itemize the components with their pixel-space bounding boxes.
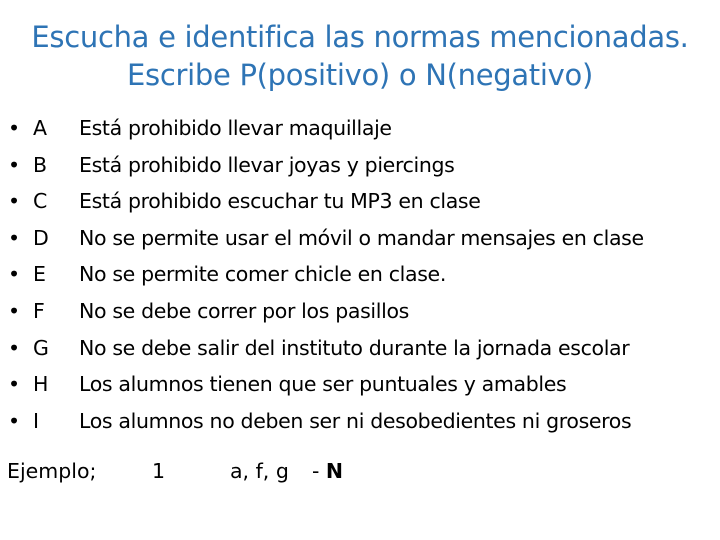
example-label: Ejemplo;	[7, 459, 97, 483]
example-number: 1	[152, 459, 166, 483]
item-letter: I	[33, 408, 40, 433]
title-line-1: Escucha e identifica las normas mencionadas.	[31, 20, 689, 54]
item-letter: E	[33, 262, 46, 287]
bullet-icon: •	[7, 225, 21, 250]
item-letter: H	[33, 372, 49, 397]
rules-list	[0, 110, 720, 439]
bullet-icon: •	[7, 262, 21, 287]
list-item	[0, 330, 720, 367]
list-item	[0, 366, 720, 403]
item-letter: A	[33, 116, 48, 140]
list-item	[0, 403, 720, 440]
item-text: Está prohibido escuchar tu MP3 en clase	[79, 189, 481, 214]
bullet-icon: •	[7, 298, 21, 323]
item-text: No se debe salir del instituto durante la jornada escolar	[79, 335, 630, 360]
item-text: Los alumnos no deben ser ni desobedientes ni groseros	[79, 408, 632, 433]
bullet-icon: •	[7, 335, 21, 360]
example-dash: -	[312, 459, 326, 483]
list-item	[0, 220, 720, 257]
bullet-icon: •	[7, 189, 21, 214]
bullet-icon: •	[7, 372, 21, 397]
list-item	[0, 293, 720, 330]
item-letter: F	[33, 298, 45, 323]
item-text: No se permite comer chicle en clase.	[79, 262, 446, 287]
item-text: No se debe correr por los pasillos	[79, 298, 409, 323]
item-text: No se permite usar el móvil o mandar mensajes en clase	[79, 225, 644, 250]
item-letter: G	[33, 335, 49, 360]
list-item	[0, 183, 720, 220]
bullet-icon: •	[7, 408, 21, 433]
bullet-icon: •	[7, 116, 21, 140]
example-sign: N	[325, 459, 344, 483]
list-item	[0, 110, 720, 147]
item-text: Está prohibido llevar joyas y piercings	[79, 152, 455, 177]
list-item	[0, 256, 720, 293]
item-letter: C	[33, 189, 48, 214]
list-item	[0, 147, 720, 184]
item-letter: B	[33, 152, 48, 177]
item-text: Está prohibido llevar maquillaje	[79, 116, 392, 140]
bullet-icon: •	[7, 152, 21, 177]
item-text: Los alumnos tienen que ser puntuales y amables	[79, 372, 567, 397]
example-letters: a, f, g	[230, 459, 289, 483]
title-line-2: Escribe P(positivo) o N(negativo)	[127, 58, 593, 92]
item-letter: D	[33, 225, 49, 250]
page-title	[0, 18, 720, 94]
example-answer	[312, 456, 343, 486]
